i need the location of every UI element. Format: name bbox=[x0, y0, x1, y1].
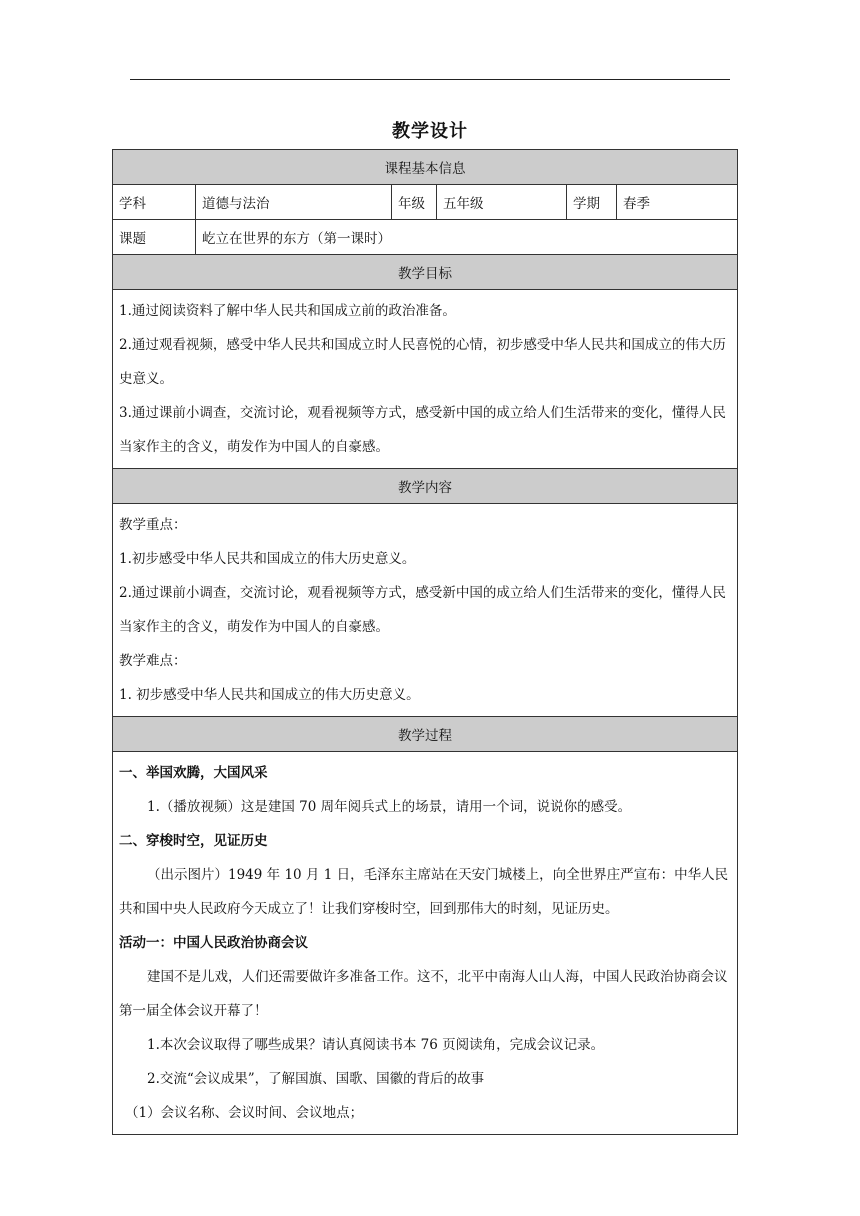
key-point-item: 1.初步感受中华人民共和国成立的伟大历史意义。 bbox=[119, 551, 416, 567]
term-value: 春季 bbox=[617, 185, 738, 220]
key-points-label: 教学重点： bbox=[119, 517, 187, 533]
activity1-item: 2.交流“会议成果”，了解国旗、国歌、国徽的背后的故事 bbox=[147, 1071, 485, 1087]
activity1-item: 1.本次会议取得了哪些成果？请认真阅读书本 76 页阅读角，完成会议记录。 bbox=[147, 1037, 605, 1053]
process-part2-text: （出示图片）1949 年 10 月 1 日，毛泽东主席站在天安门城楼上，向全世界庄严宣布：中华人民共和国中央人民政府今天成立了！让我们穿梭时空，回到那伟大的时刻，见证历史。 bbox=[119, 867, 729, 917]
section-header-content: 教学内容 bbox=[113, 469, 738, 504]
process-part1-item: 1.（播放视频）这是建国 70 周年阅兵式上的场景，请用一个词，说说你的感受。 bbox=[147, 799, 632, 815]
difficulty-label: 教学难点： bbox=[119, 653, 187, 669]
process-cell bbox=[113, 752, 738, 1135]
difficulty-item: 1. 初步感受中华人民共和国成立的伟大历史意义。 bbox=[119, 687, 420, 703]
grade-value: 五年级 bbox=[437, 185, 567, 220]
activity1-heading: 活动一：中国人民政治协商会议 bbox=[119, 935, 308, 951]
goals-cell bbox=[113, 290, 738, 469]
term-label: 学期 bbox=[567, 185, 617, 220]
key-point-item: 2.通过课前小调查，交流讨论，观看视频等方式，感受新中国的成立给人们生活带来的变化，懂得人民当家作主的含义，萌发作为中国人的自豪感。 bbox=[119, 585, 726, 635]
goal-item: 2.通过观看视频，感受中华人民共和国成立时人民喜悦的心情，初步感受中华人民共和国成立的伟大历史意义。 bbox=[119, 337, 726, 387]
section-header-basic-info: 课程基本信息 bbox=[113, 150, 738, 185]
section-header-goals: 教学目标 bbox=[113, 255, 738, 290]
process-part2-heading: 二、穿梭时空，见证历史 bbox=[119, 833, 268, 849]
goal-item: 1.通过阅读资料了解中华人民共和国成立前的政治准备。 bbox=[119, 303, 456, 319]
content-cell bbox=[113, 504, 738, 717]
subject-value: 道德与法治 bbox=[196, 185, 392, 220]
subject-label: 学科 bbox=[113, 185, 196, 220]
grade-label: 年级 bbox=[392, 185, 437, 220]
process-part1-heading: 一、举国欢腾，大国风采 bbox=[119, 765, 268, 781]
topic-label: 课题 bbox=[113, 220, 196, 255]
activity1-subitem: （1）会议名称、会议时间、会议地点； bbox=[125, 1105, 364, 1121]
activity1-text: 建国不是儿戏，人们还需要做许多准备工作。这不，北平中南海人山人海，中国人民政治协商会议第一届全体会议开幕了！ bbox=[119, 969, 728, 1019]
topic-value: 屹立在世界的东方（第一课时） bbox=[196, 220, 738, 255]
lesson-plan-table bbox=[112, 149, 738, 1135]
document-title: 教学设计 bbox=[392, 121, 468, 142]
goal-item: 3.通过课前小调查，交流讨论，观看视频等方式，感受新中国的成立给人们生活带来的变化，懂得人民当家作主的含义，萌发作为中国人的自豪感。 bbox=[119, 405, 726, 455]
section-header-process: 教学过程 bbox=[113, 717, 738, 752]
header-rule bbox=[130, 79, 730, 80]
